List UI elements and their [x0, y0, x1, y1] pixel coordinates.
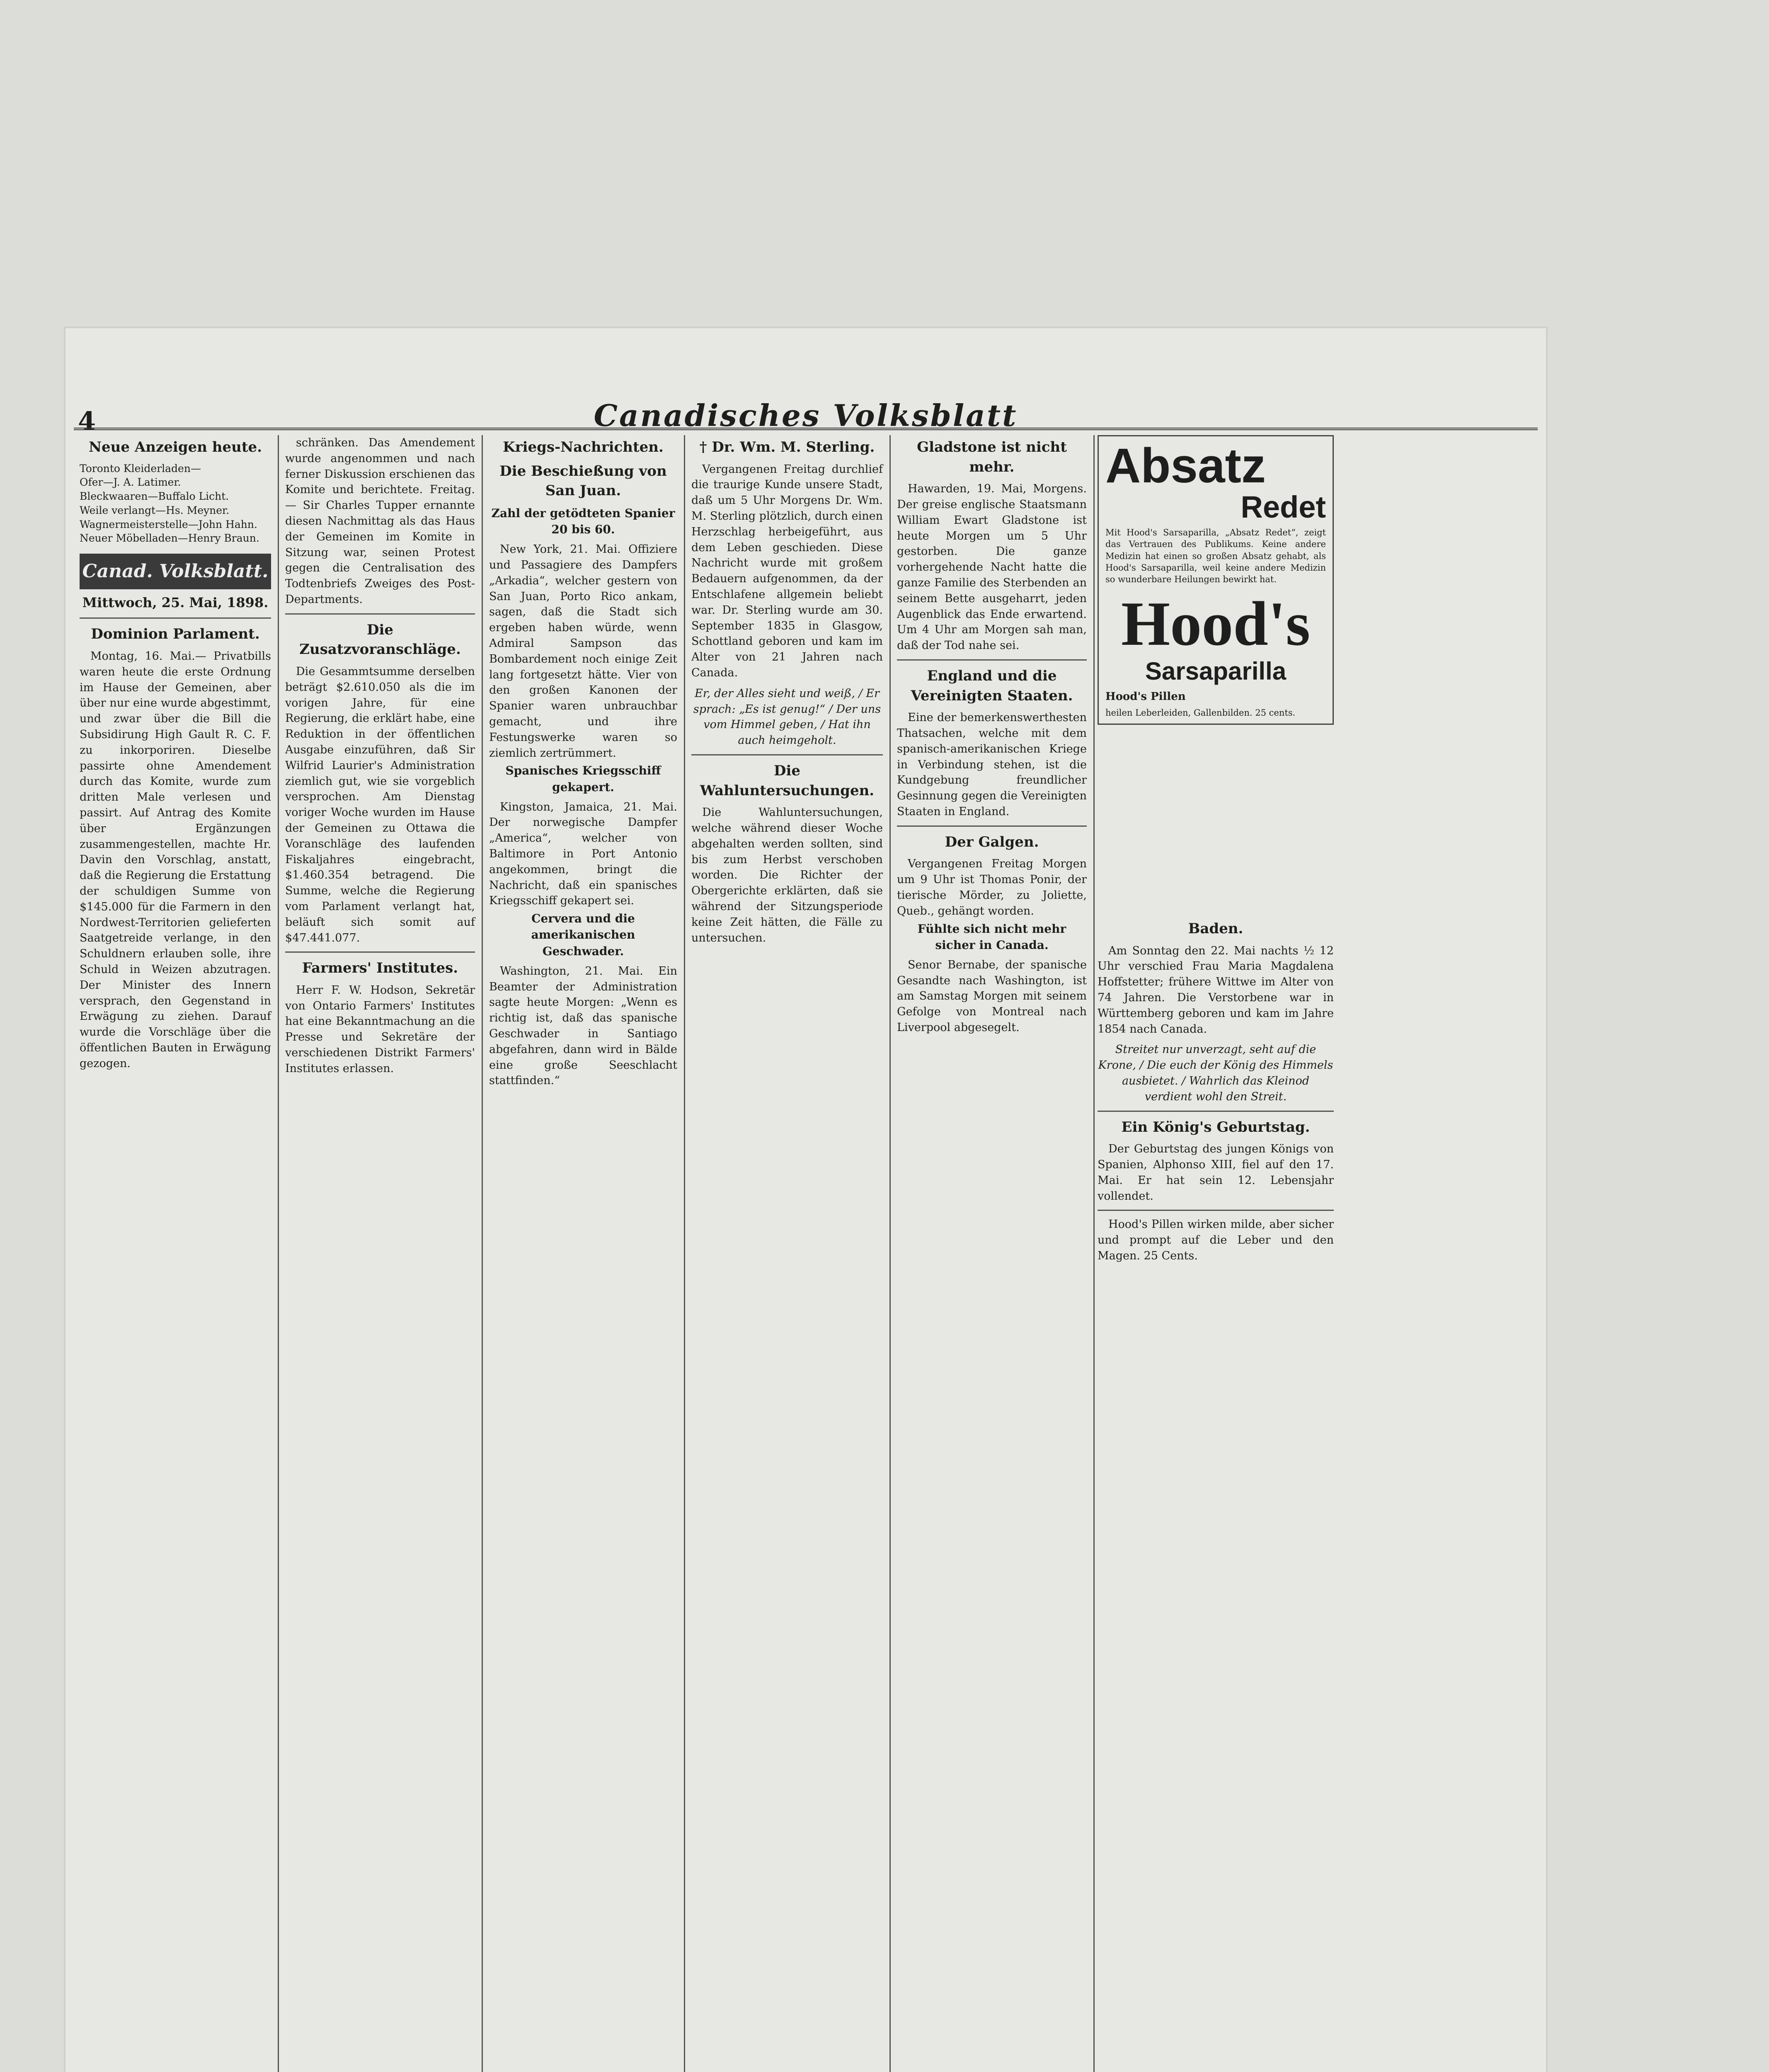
section-heading: Fühlte sich nicht mehr sicher in Canada. [917, 922, 1066, 952]
closing-ad-text: Hood's Pillen wirken milde, aber sicher und prompt auf die Leber und den Magen. 25 Cents. [1098, 1218, 1334, 1262]
column-4 [686, 435, 889, 2072]
article-text: Die Wahluntersuchungen, welche während dieser Woche abgehalten werden sollten, sind bis zum Herbst verschoben worden. Die Richter der Obergerichte erklärten, daß sie während der Sitzungsperiode keine Zeit hätten, die Fälle zu untersuchen. [691, 806, 883, 944]
divider [1098, 1210, 1334, 1211]
article-text: Kingston, Jamaica, 21. Mai. Der norwegische Dampfer „America“, welcher von Baltimore in Port Antonio angekommen, bringt die Nachricht, daß ein spanisches Kriegsschiff gekapert sei. [489, 800, 677, 908]
article-text: Hawarden, 19. Mai, Morgens. Der greise englische Staatsmann William Ewart Gladstone ist heute Morgen um 5 Uhr gestorben. Die ganze vorhergehende Nacht hatte die ganze Familie des Sterbenden an seinem Bette ausgeharrt, jeden Augenblick das Ende erwartend. Um 4 Uhr am Morgen sah man, daß der Tod nahe sei. [897, 482, 1087, 652]
section-heading: Dominion Parlament. [91, 626, 260, 643]
section-heading: Kriegs-Nachrichten. [503, 439, 664, 455]
column-divider [684, 435, 685, 2072]
masthead: Canadisches Volksblatt [594, 398, 1018, 433]
article-text: Montag, 16. Mai.— Privatbills waren heute die erste Ordnung im Hause der Gemeinen, aber über nur eine wurde abgestimmt, und zwar über die Bill die Subsidirung High Gault R. C. F. zu inkorporiren. Dieselbe passirte ohne Amendement durch das Komite, wurde zum dritten Male verlesen und passirt. Auf Antrag des Komite über Ergänzungen zusammengestellen, machte Hr. Davin den Vorschlag, anstatt, daß die Regierung die Erstattung der schuldigen Summe von $145.000 für die Farmern in den Nordwest-Territorien gelieferten Saatgetreide verlange, in den Schuldnern erlauben solle, ihre Schuld in Weizen abzutragen. Der Minister des Innern versprach, den Gegenstand in Erwägung zu ziehen. Darauf wurde die Vorschläge über die öffentlichen Bauten in Erwägung gezogen. [80, 650, 271, 1070]
hoods-advertisement [1098, 435, 1334, 725]
list-item: Neuer Möbelladen—Henry Braun. [80, 532, 259, 545]
ad-intro-text: Mit Hood's Sarsaparilla, „Absatz Redet“, zeigt das Vertrauen des Publikums. Keine andere Medizin hat einen so großen Absatz gehabt, als Hood's Sarsaparilla, weil keine andere Medizin so wunderbare Heilungen bewirkt hat. [1105, 528, 1326, 585]
divider [897, 825, 1087, 827]
column-6-lower [1098, 917, 1334, 1264]
section-heading: Cervera und die amerikanischen Geschwader. [531, 912, 635, 958]
masthead-rule [74, 428, 1538, 430]
section-heading: Ein König's Geburtstag. [1121, 1118, 1310, 1135]
section-heading: England und die Vereinigten Staaten. [911, 667, 1073, 704]
section-heading: Farmers' Institutes. [302, 960, 458, 977]
column-2 [279, 435, 481, 2072]
divider [897, 659, 1087, 661]
list-item: Ofer—J. A. Latimer. [80, 476, 181, 489]
column-divider [278, 435, 279, 2072]
column-divider [889, 435, 891, 2072]
article-text: Eine der bemerkenswerthesten Thatsachen, welche mit dem spanisch-amerikanischen Kriege in Verbindung stehen, ist die Kundgebung freundlicher Gesinnung gegen die Vereinigten Staaten in England. [897, 711, 1087, 818]
article-text: Die Gesammtsumme derselben beträgt $2.610.050 als die im vorigen Jahre, für eine Regierung, die erklärt habe, eine Reduktion in der öffentlichen Ausgabe einzuführen, daß Sir Wilfrid Laurier's Administration ziemlich gut, wie sie vorgeblich versprochen. Am Dienstag voriger Woche wurden im Hause der Gemeinen zu Ottawa die Voranschläge des laufenden Fiskaljahres eingebracht, $1.460.354 betragend. Die Summe, welche die Regierung vom Parlament verlangt hat, beläuft sich somit auf $47.441.077. [285, 665, 475, 944]
column-divider [482, 435, 483, 2072]
list-item: Weile verlangt—Hs. Meyner. [80, 504, 230, 516]
article-text: Vergangenen Freitag durchlief die traurige Kunde unsere Stadt, daß um 5 Uhr Morgens Dr. Wm. M. Sterling plötzlich, durch einen Herzschlag herbeigeführt, aus dem Leben geschieden. Diese Nachricht wurde mit großem Bedauern aufgenommen, da der Entschlafene allgemein beliebt war. Dr. Sterling wurde am 30. September 1835 in Glasgow, Schottland geboren und kam im Alter von 21 Jahren nach Canada. [691, 462, 883, 679]
column-1 [74, 435, 277, 2072]
column-5 [891, 435, 1093, 2072]
ad-brand: Hood's [1121, 588, 1311, 658]
article-text: Washington, 21. Mai. Ein Beamter der Administration sagte heute Morgen: „Wenn es richtig ist, daß das spanische Geschwader in Santiago abgefahren, dann wird in Bälde eine große Seeschlacht stattfinden.“ [489, 964, 677, 1087]
list-item: Bleckwaaren—Buffalo Licht. [80, 490, 229, 503]
article-headline: Die Beschießung von San Juan. [499, 462, 667, 499]
column-divider [1093, 435, 1095, 2072]
divider [1098, 1111, 1334, 1112]
new-ads-heading: Neue Anzeigen heute. [88, 439, 262, 455]
divider [285, 951, 475, 953]
ad-product: Sarsaparilla [1145, 657, 1287, 685]
section-heading: Die Zusatzvoranschläge. [299, 621, 461, 658]
newspaper-page [65, 328, 1546, 2072]
section-heading: † Dr. Wm. M. Sterling. [699, 439, 875, 455]
new-ads-list [80, 462, 271, 546]
divider [691, 754, 883, 755]
section-heading: Der Galgen. [945, 833, 1039, 850]
article-text: Herr F. W. Hodson, Sekretär von Ontario Farmers' Institutes hat eine Bekanntmachung an die Presse und Sekretäre der verschiedenen Distrikt Farmers' Institutes erlassen. [285, 983, 475, 1075]
section-heading: Die Wahluntersuchungen. [700, 762, 875, 799]
article-text: Der Geburtstag des jungen Königs von Spanien, Alphonso XIII, fiel auf den 17. Mai. Er hat sein 12. Lebensjahr vollendet. [1098, 1143, 1334, 1203]
article-subheadline: Zahl der getödteten Spanier 20 bis 60. [491, 506, 675, 536]
section-heading: Spanisches Kriegsschiff gekapert. [505, 764, 661, 794]
divider [285, 613, 475, 615]
ad-pills: Hood's Pillen [1105, 690, 1186, 703]
section-heading: Gladstone ist nicht mehr. [917, 439, 1067, 475]
dateline: Mittwoch, 25. Mai, 1898. [82, 594, 269, 610]
section-heading: Baden. [1188, 920, 1243, 937]
page-number: 4 [78, 406, 96, 436]
list-item: Toronto Kleiderladen— [80, 462, 201, 474]
ad-headline: Absatz [1105, 438, 1266, 493]
poem: Er, der Alles sieht und weiß, / Er sprach: „Es ist genug!“ / Der uns vom Himmel geben, / Hat ihn auch heimgeholt. [693, 687, 881, 747]
paper-title-banner: Canad. Volksblatt. [80, 554, 271, 589]
article-text: schränken. Das Amendement wurde angenommen und nach ferner Diskussion erschienen das Komite und berichtete. Freitag.— Sir Charles Tupper ernannte diesen Nachmittag als das Haus der Gemeinen im Komite in Sitzung war, seinen Protest gegen die Centralisation des Todtenbriefs Zweiges des Post-Departments. [285, 436, 475, 606]
ad-pills-note: heilen Leberleiden, Gallenbilden. 25 cents. [1105, 707, 1296, 718]
divider [80, 617, 271, 619]
article-text: Vergangenen Freitag Morgen um 9 Uhr ist Thomas Ponir, der tierische Mörder, zu Joliette, Queb., gehängt worden. [897, 857, 1087, 917]
list-item: Wagnermeisterstelle—John Hahn. [80, 518, 257, 530]
article-text: Senor Bernabe, der spanische Gesandte nach Washington, ist am Samstag Morgen mit seinem Gefolge von Montreal nach Liverpool abgesegelt. [897, 958, 1087, 1034]
article-text: New York, 21. Mai. Offiziere und Passagiere des Dampfers „Arkadia“, welcher gestern von San Juan, Porto Rico ankam, sagen, daß die Stadt sich ergeben haben würde, wenn Admiral Sampson das Bombardement noch einige Zeit lang fortgesetzt hätte. Vier von den großen Kanonen der Spanier waren unbrauchbar gemacht, und ihre Festungswerke waren so ziemlich zertrümmert. [489, 543, 677, 760]
poem: Streitet nur unverzagt, seht auf die Krone, / Die euch der König des Himmels ausbietet. / Wahrlich das Kleinod verdient wohl den Streit. [1098, 1043, 1333, 1103]
column-3 [483, 435, 683, 2072]
ad-headline-2: Redet [1241, 490, 1326, 524]
ad-box [1098, 435, 1334, 725]
article-text: Am Sonntag den 22. Mai nachts ½ 12 Uhr verschied Frau Maria Magdalena Hoffstetter; frühere Wittwe im Alter von 74 Jahren. Die Verstorbene war in Württemberg geboren und kam im Jahre 1854 nach Canada. [1098, 944, 1334, 1036]
